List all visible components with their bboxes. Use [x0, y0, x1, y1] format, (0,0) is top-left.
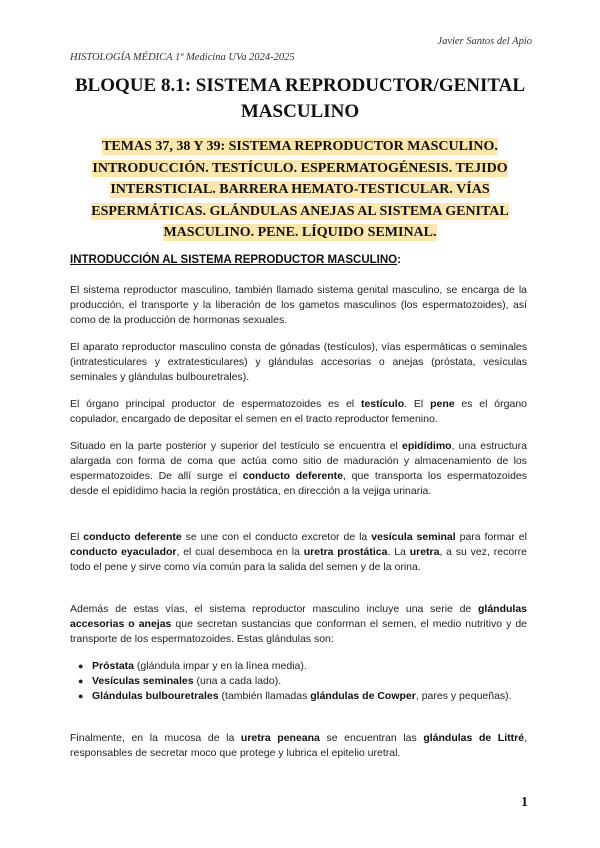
paragraph-4-text: Situado en la parte posterior y superior del testículo se encuentra el epidídimo, una estructura alargada con forma de coma que actúa como sitio de maduración y almacenamiento de los espermatozoides. De allí surge el conducto deferente, que transporta los espermatozoides desde el epidídimo hacia la región prostática, en dirección a la vejiga urinaria. — [70, 440, 527, 497]
topics-text: TEMAS 37, 38 Y 39: SISTEMA REPRODUCTOR MASCULINO. INTRODUCCIÓN. TESTÍCULO. ESPERMATOGÉNESIS. TEJIDO INTERSTICIAL. BARRERA HEMATO-TESTICULAR. VÍAS ESPERMÁTICAS. GLÁNDULAS ANEJAS AL SISTEMA GENITAL MASCULINO. PENE. LÍQUIDO SEMINAL. — [91, 139, 509, 241]
bullet-icon: ● — [78, 676, 84, 686]
page-number: 1 — [521, 795, 528, 810]
section-heading-colon: : — [397, 254, 401, 266]
paragraph-5-text: El conducto deferente se une con el conducto excretor de la vesícula seminal para formar el conducto eyaculador, el cual desemboca en la uretra prostática. La uretra, a su vez, recorre todo el pene y sirve como vía común para la salida del semen y de la orina. — [70, 531, 527, 573]
bullet-icon: ● — [78, 661, 84, 671]
bullet-icon: ● — [78, 691, 84, 701]
term-conducto-deferente: conducto deferente — [242, 470, 344, 482]
paragraph-3 — [70, 397, 527, 427]
term-glandulas-littre: glándulas de Littré — [423, 732, 525, 744]
term-uretra-peneana: uretra peneana — [240, 732, 320, 744]
page-title — [60, 73, 540, 125]
term-uretra: uretra — [409, 546, 440, 558]
title-line-1: BLOQUE 8.1: SISTEMA REPRODUCTOR/GENITAL — [74, 75, 526, 96]
paragraph-2-text: El aparato reproductor masculino consta de gónadas (testículos), vías espermáticas o seminales (intratesticulares y extratesticulares) y glándulas accesorias o anejas (próstata, vesículas seminales y glándulas bulbouretrales). — [70, 341, 527, 383]
paragraph-7-text: Finalmente, en la mucosa de la uretra peneana se encuentran las glándulas de Littré, responsables de secretar moco que protege y lubrica el epitelio uretral. — [70, 732, 527, 759]
paragraph-7 — [70, 731, 527, 761]
course-header: HISTOLOGÍA MÉDICA 1º Medicina UVa 2024-2025 — [70, 52, 295, 63]
term-testiculo: testículo — [360, 398, 405, 410]
paragraph-1-text: El sistema reproductor masculino, también llamado sistema genital masculino, se encarga de la producción, el transporte y la liberación de los gametos masculinos (los espermatozoides), así como de la producción de hormonas sexuales. — [70, 284, 527, 326]
term-glandulas-accesorias: glándulas accesorias o anejas — [70, 603, 527, 630]
list-item: ● Próstata (glándula impar y en la línea media). — [78, 660, 307, 672]
term-vesicula-seminal: vesícula seminal — [371, 531, 456, 543]
paragraph-6 — [70, 602, 527, 647]
term-conducto-eyaculador: conducto eyaculador — [70, 546, 177, 558]
section-heading-text: INTRODUCCIÓN AL SISTEMA REPRODUCTOR MASCULINO — [70, 254, 398, 266]
term-conducto-deferente-2: conducto deferente — [83, 531, 182, 543]
paragraph-2 — [70, 340, 527, 385]
title-line-2: MASCULINO — [240, 101, 360, 122]
paragraph-4 — [70, 439, 527, 499]
topics-banner — [86, 136, 514, 244]
term-pene: pene — [430, 398, 455, 410]
paragraph-5 — [70, 530, 527, 575]
section-heading — [70, 254, 401, 266]
paragraph-1 — [70, 283, 527, 328]
gland-list — [70, 659, 527, 704]
term-epididimo: epidídimo — [402, 440, 452, 452]
paragraph-3-text: El órgano principal productor de espermatozoides es el testículo. El pene es el órgano copulador, encargado de depositar el semen en el tracto reproductor femenino. — [70, 398, 527, 425]
list-item: ● Glándulas bulbouretrales (también llamadas glándulas de Cowper, pares y pequeñas). — [78, 690, 512, 702]
paragraph-6-text: Además de estas vías, el sistema reproductor masculino incluye una serie de glándulas accesorias o anejas que secretan sustancias que conforman el semen, el medio nutritivo y de transporte de los espermatozoides. Estas glándulas son: — [70, 603, 528, 645]
term-uretra-prostatica: uretra prostática — [303, 546, 388, 558]
list-item: ● Vesículas seminales (una a cada lado). — [78, 675, 282, 687]
author-name: Javier Santos del Apio — [437, 36, 532, 47]
